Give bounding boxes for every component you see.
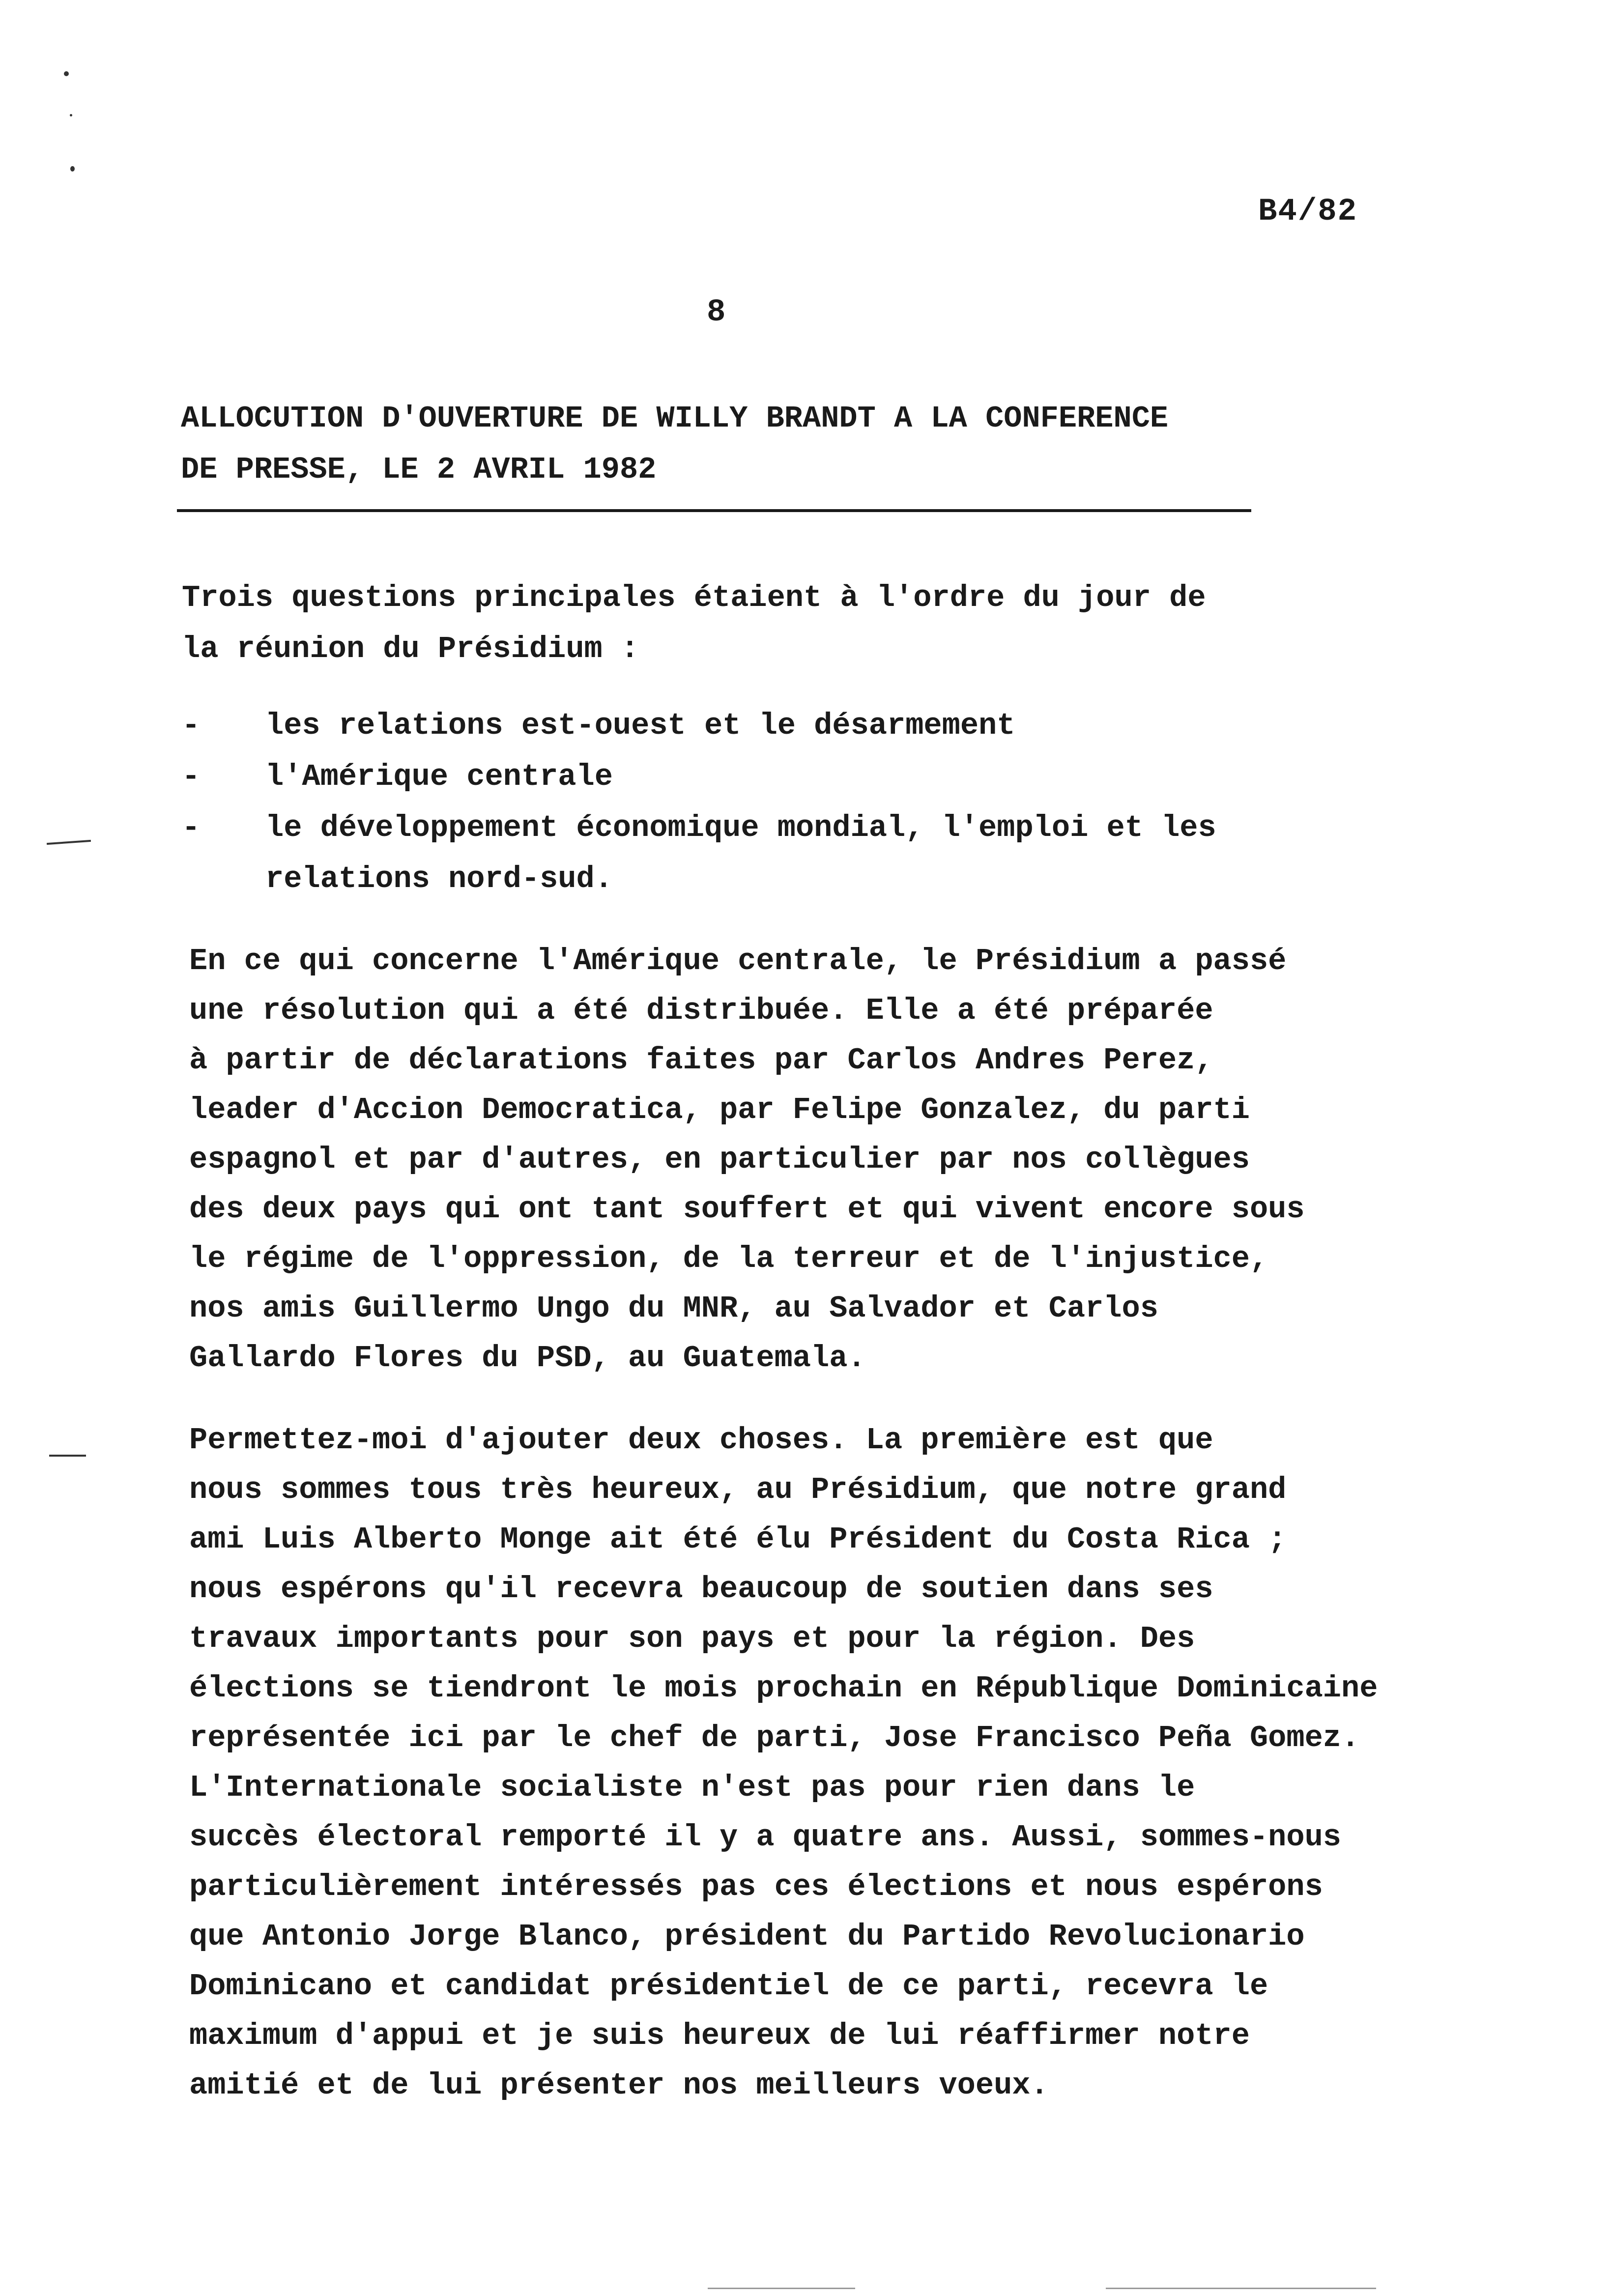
agenda-item	[182, 700, 1216, 751]
agenda-list	[182, 700, 1216, 905]
text-line: nous sommes tous très heureux, au Présidium, que notre grand	[189, 1472, 1287, 1507]
paragraph-central-america	[189, 936, 1305, 1383]
title-underline	[177, 509, 1251, 512]
paragraph-elections	[189, 1415, 1378, 2110]
text-line: espagnol et par d'autres, en particulier par nos collègues	[189, 1142, 1250, 1177]
text-line: leader d'Accion Democratica, par Felipe Gonzalez, du parti	[189, 1092, 1250, 1127]
document-reference: B4/82	[1258, 194, 1358, 230]
scan-edge-mark	[708, 2288, 855, 2289]
title-line: ALLOCUTION D'OUVERTURE DE WILLY BRANDT A LA CONFERENCE	[181, 401, 1169, 436]
text-line: succès électoral remporté il y a quatre ans. Aussi, sommes-nous	[189, 1820, 1341, 1855]
text-line: une résolution qui a été distribuée. Elle a été préparée	[189, 993, 1213, 1028]
dash-marker: -	[182, 810, 201, 845]
text-line: travaux importants pour son pays et pour la région. Des	[189, 1621, 1195, 1656]
scan-dot	[70, 114, 72, 116]
text-line: que Antonio Jorge Blanco, président du Partido Revolucionario	[189, 1919, 1305, 1954]
agenda-item	[182, 751, 1216, 803]
text-line: nos amis Guillermo Ungo du MNR, au Salvador et Carlos	[189, 1291, 1158, 1326]
title-line: DE PRESSE, LE 2 AVRIL 1982	[181, 452, 657, 487]
text-line: Gallardo Flores du PSD, au Guatemala.	[189, 1341, 866, 1376]
text-line: l'Amérique centrale	[265, 759, 613, 794]
text-line: Trois questions principales étaient à l'ordre du jour de	[182, 580, 1206, 615]
text-line: L'Internationale socialiste n'est pas pour rien dans le	[189, 1770, 1195, 1805]
intro-paragraph	[182, 573, 1206, 675]
text-line: le développement économique mondial, l'emploi et les	[265, 810, 1216, 845]
dash-marker: -	[182, 708, 201, 743]
text-line: nous espérons qu'il recevra beaucoup de soutien dans ses	[189, 1572, 1213, 1607]
text-line: la réunion du Présidium :	[182, 631, 639, 666]
text-line: particulièrement intéressés pas ces élections et nous espérons	[189, 1869, 1323, 1904]
text-line: relations nord-sud.	[265, 861, 613, 896]
margin-tick-mark	[49, 1455, 86, 1457]
dash-marker: -	[182, 759, 201, 794]
text-line: Permettez-moi d'ajouter deux choses. La première est que	[189, 1423, 1213, 1458]
agenda-item	[182, 803, 1216, 905]
text-line: les relations est-ouest et le désarmement	[265, 708, 1015, 743]
text-line: Dominicano et candidat présidentiel de ce parti, recevra le	[189, 1969, 1268, 2004]
scan-edge-mark	[1106, 2288, 1376, 2289]
margin-tick-mark	[47, 840, 91, 845]
text-line: En ce qui concerne l'Amérique centrale, le Présidium a passé	[189, 944, 1287, 978]
page-number: 8	[707, 295, 726, 330]
text-line: le régime de l'oppression, de la terreur et de l'injustice,	[189, 1241, 1268, 1276]
scan-dot	[70, 166, 75, 172]
text-line: représentée ici par le chef de parti, Jose Francisco Peña Gomez.	[189, 1721, 1360, 1755]
text-line: maximum d'appui et je suis heureux de lui réaffirmer notre	[189, 2018, 1250, 2053]
text-line: à partir de déclarations faites par Carlos Andres Perez,	[189, 1043, 1213, 1078]
document-title	[181, 393, 1311, 495]
text-line: élections se tiendront le mois prochain en République Dominicaine	[189, 1671, 1378, 1706]
text-line: ami Luis Alberto Monge ait été élu Président du Costa Rica ;	[189, 1522, 1287, 1557]
text-line: amitié et de lui présenter nos meilleurs voeux.	[189, 2068, 1049, 2103]
text-line: des deux pays qui ont tant souffert et qui vivent encore sous	[189, 1192, 1305, 1227]
scan-dot	[64, 71, 69, 76]
